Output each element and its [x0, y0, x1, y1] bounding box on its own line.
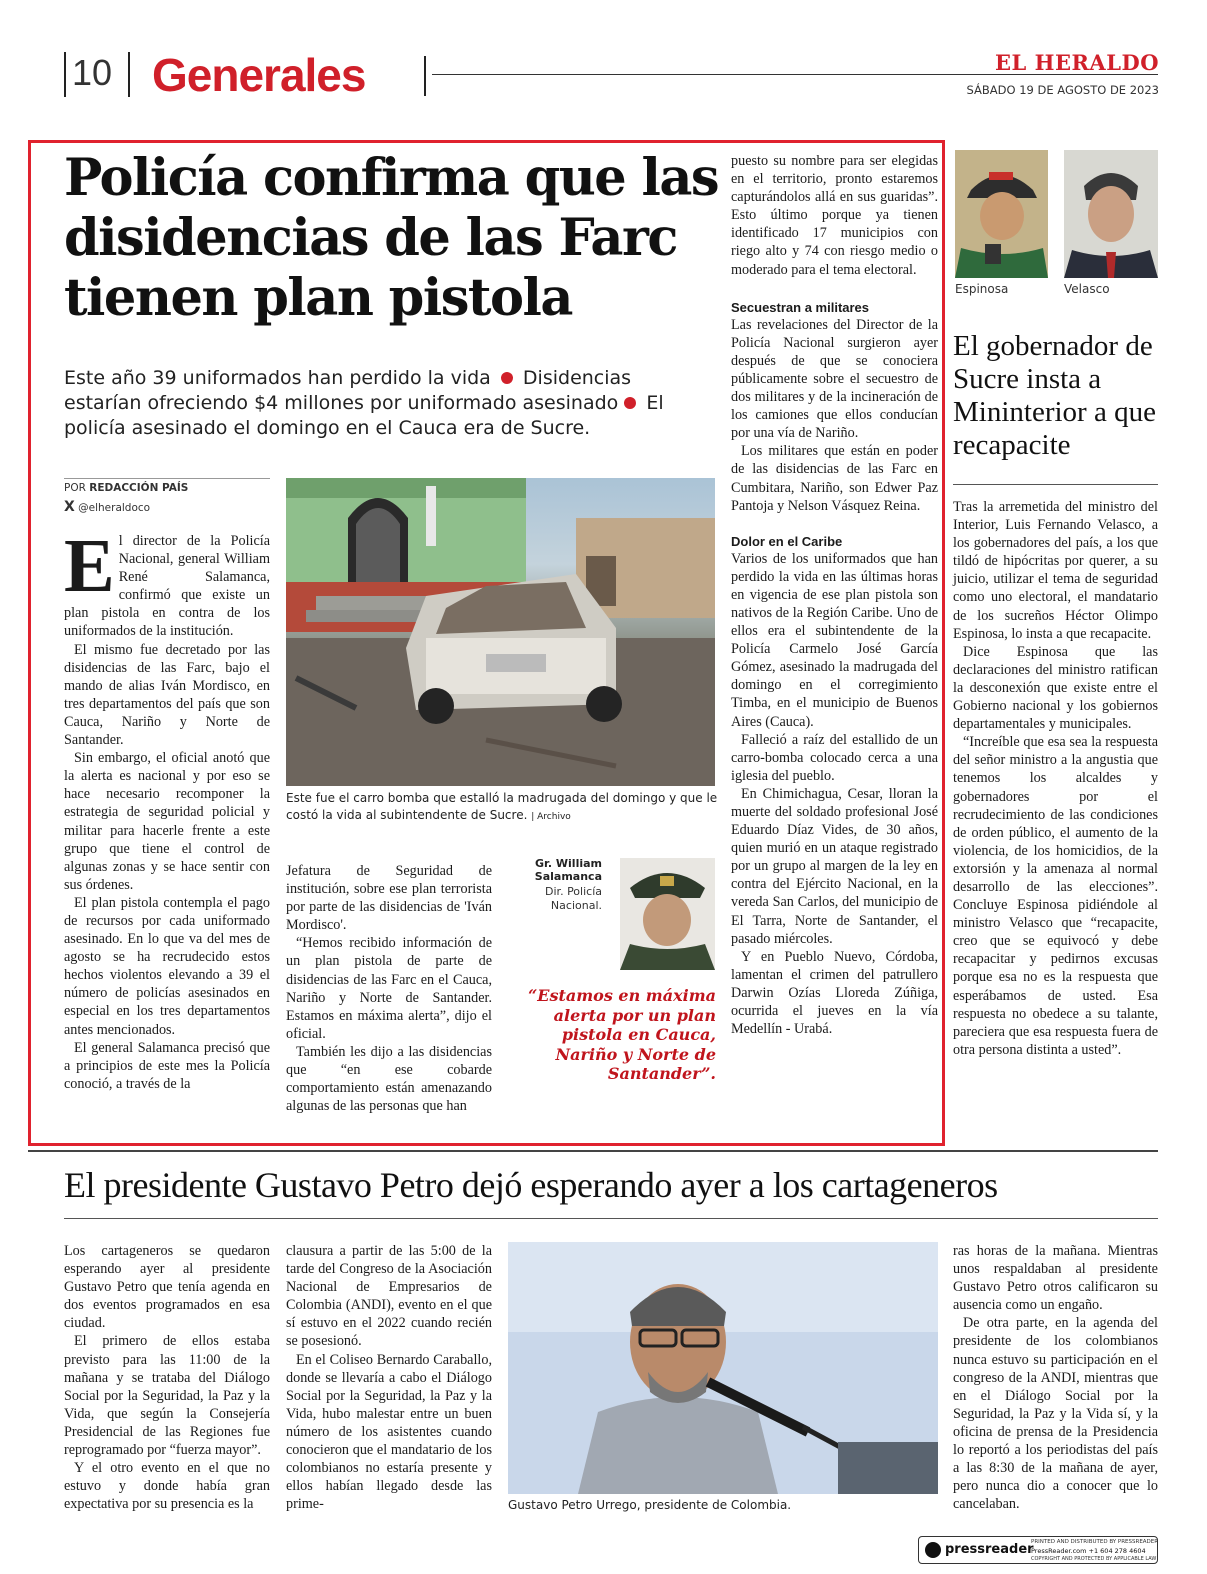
- bottom-column-1: [64, 1242, 270, 1513]
- paragraph: “Hemos recibido información de un plan pistola de parte de disidencias de las Farc en el Cauca, Nariño y Norte de Santander. Estamos en máxima alerta”, dijo el oficial.: [286, 935, 492, 1042]
- bottom-headline-rule: [64, 1218, 1158, 1219]
- salamanca-illustration: [620, 858, 715, 970]
- subhead-dolor: Dolor en el Caribe: [731, 533, 843, 549]
- espinosa-caption: Espinosa: [955, 282, 1009, 296]
- paragraph: En el Coliseo Bernardo Caraballo, donde se llevaría a cabo el Diálogo Social por la Seguridad, la Paz y la Vida, hubo malestar entre un buen número de los asistentes cuando conocieron que el mandatario de los colombianos no estaría presente y ellos habían llegado desde las prime-: [286, 1351, 492, 1513]
- bullet-dot-icon: [624, 397, 636, 409]
- social-handle-text: @elheraldoco: [78, 502, 151, 514]
- bottom-headline: El presidente Gustavo Petro dejó esperando ayer a los cartageneros: [64, 1165, 998, 1205]
- paragraph: l director de la Policía Nacional, general William René Salamanca, confirmó que existe un plan pistola en contra de los uniformados de la institución.: [64, 533, 270, 640]
- velasco-illustration: [1064, 150, 1158, 278]
- byline-rule: [64, 478, 270, 479]
- pressreader-brand: pressreader: [945, 1542, 1034, 1557]
- portrait-name: Gr. William Salamanca: [534, 857, 602, 883]
- car-bomb-illustration: [286, 478, 715, 786]
- paragraph: El general Salamanca precisó que a principios de este mes la Policía conoció, a través de la: [64, 1039, 270, 1092]
- paragraph: De otra parte, en la agenda del presidente de los colombianos nunca estuvo su participación en el congreso de la ANDI, mientras que en el Diálogo Social por la Seguridad, la Paz y la Vida sí, y la oficina de prensa de la Presidencia lo reportó a los periodistas del país a las 8:30 de la mañana de ayer, pero nunca dio a conocer que lo cancelaban.: [953, 1315, 1158, 1513]
- paragraph: puesto su nombre para ser elegidas en el territorio, pronto estaremos capturándolos allá en sus guaridas”. Esto último porque ya tienen identificado 17 municipios con riego alto y 74 con riesgo medio o moderado para el tema electoral.: [731, 153, 938, 278]
- velasco-caption: Velasco: [1064, 282, 1110, 296]
- bullet-dot-icon: [501, 372, 513, 384]
- pressreader-line2: PressReader.com +1 604 278 4604: [1031, 1547, 1146, 1555]
- side-headline: El gobernador de Sucre insta a Mininterior a que recapacite: [953, 330, 1156, 461]
- section-title: Generales: [152, 49, 366, 101]
- portrait-role: Dir. Policía Nacional.: [545, 885, 602, 912]
- bottom-top-rule: [28, 1150, 1158, 1152]
- velasco-photo: [1064, 150, 1158, 278]
- pressreader-line1: PRINTED AND DISTRIBUTED BY PRESSREADER: [1031, 1539, 1159, 1545]
- paragraph: Jefatura de Seguridad de institución, sobre ese plan terrorista por parte de las disidencias de 'Iván Mordisco'.: [286, 863, 492, 934]
- paragraph: Y el otro evento en el que no estuvo y donde había gran expectativa por su presencia es la: [64, 1460, 270, 1513]
- header-rule-left: [64, 52, 66, 97]
- paragraph: Varios de los uniformados que han perdido la vida en las últimas horas en vigencia de ese plan pistola son nativos de la Región Caribe. Uno de ellos era el subintendente de la Policía Carmelo José García Gómez, asesinado la madrugada del domingo en el corregimiento Timba, en el municipio de Buenos Aires (Cauca).: [731, 550, 938, 730]
- byline: [64, 482, 188, 494]
- paragraph: Tras la arremetida del ministro del Interior, Luis Fernando Velasco, a los gobernadores del país, a los que tildó de hipócritas por querer, a su juicio, utilizar el tema de seguridad como uno electoral, el mandatario de los sucreños Héctor Olimpo Espinosa, lo insta a que recapacite.: [953, 499, 1158, 642]
- pull-quote: “Estamos en máxima alerta por un plan pistola en Cauca, Nariño y Norte de Santander”.: [528, 986, 716, 1083]
- page-header: [0, 0, 1207, 110]
- espinosa-illustration: [955, 150, 1048, 278]
- petro-caption: Gustavo Petro Urrego, presidente de Colombia.: [508, 1498, 792, 1512]
- petro-photo: [508, 1242, 938, 1494]
- paragraph: El primero de ellos estaba previsto para las 11:00 de la mañana y se trataba del Diálogo Social por la Seguridad, la Paz y la Vida, que según la Consejería Presidencial de las Regiones fue reprogramado por “fuerza mayor”.: [64, 1333, 270, 1459]
- side-headline-rule: [953, 484, 1158, 485]
- publication-date: SÁBADO 19 DE AGOSTO DE 2023: [966, 83, 1159, 97]
- paragraph: Los militares que están en poder de las disidencias de las Farc en Cumbitara, Nariño, son Edwer Paz Pantoja y Nelson Vásquez Reina.: [731, 443, 938, 514]
- header-rule-mid: [128, 52, 130, 97]
- caption-text: Este fue el carro bomba que estalló la madrugada del domingo y que le costó la vida al subintendente de Sucre.: [286, 791, 718, 822]
- paragraph: Dice Espinosa que las declaraciones del ministro ratifican la desconexión que existe entre el Gobierno nacional y los gobiernos departamentales y municipales.: [953, 643, 1158, 733]
- paragraph: ras horas de la mañana. Mientras unos respaldaban al presidente Gustavo Petro otros calificaron su ausencia como un engaño.: [953, 1243, 1158, 1314]
- car-bomb-caption: [286, 790, 718, 826]
- lead-column-2: [286, 862, 492, 1115]
- espinosa-photo: [955, 150, 1048, 278]
- subhead-secuestran: Secuestran a militares: [731, 299, 870, 315]
- page-number: 10: [72, 52, 113, 93]
- paragraph: El mismo fue decretado por las disidencias de las Farc, bajo el mando de alias Iván Mordisco, en tres departamentos del país que son Cauca, Nariño y Norte de Santander.: [64, 641, 270, 749]
- side-body: [953, 498, 1158, 1059]
- paragraph: clausura a partir de las 5:00 de la tarde del Congreso de la Asociación Nacional de Empresarios de Colombia (ANDI), evento en el que sí estuvo en el 2022 cuando recién se posesionó.: [286, 1243, 492, 1350]
- paragraph: El plan pistola contempla el pago de recursos por cada uniformado asesinado. En lo que va del mes de agosto se ha recrudecido estos hechos violentos elevando a 39 el número de policías asesinados en especial en los tres departamentos antes mencionados.: [64, 894, 270, 1038]
- paragraph: Falleció a raíz del estallido de un carro-bomba colocado cerca a una iglesia del pueblo.: [731, 731, 938, 784]
- paragraph: Las revelaciones del Director de la Policía Nacional surgieron ayer después de que se conociera públicamente sobre el secuestro de dos militares y de la incineración de los camiones que ellos conducían por una vía de Nariño.: [731, 316, 938, 442]
- lead-column-3: [731, 152, 938, 1038]
- pressreader-logo-icon: [925, 1542, 941, 1558]
- car-bomb-photo: [286, 478, 715, 786]
- salamanca-portrait: [620, 858, 715, 970]
- petro-illustration: [508, 1242, 938, 1494]
- paragraph: En Chimichagua, Cesar, lloran la muerte del soldado profesional José Eduardo Díaz Vides, de 30 años, quien murió en un ataque registrado por un grupo al margen de la ley en contra del Ejército Nacional, en la vereda San Carlos, del municipio de El Tarra, Norte de Santander, el pasado miércoles.: [731, 785, 938, 947]
- pressreader-line3: COPYRIGHT AND PROTECTED BY APPLICABLE LAW: [1031, 1556, 1157, 1562]
- paragraph: Y en Pueblo Nuevo, Córdoba, lamentan el crimen del patrullero Darwin Ozías Lloreda Zúñiga, ocurrida el jueves en la vía Medellín - Urabá.: [731, 948, 938, 1038]
- summary-item-1: Este año 39 uniformados han perdido la vida: [64, 367, 491, 389]
- brand-logo: EL HERALDO: [995, 50, 1159, 75]
- bottom-column-2: [286, 1242, 492, 1513]
- lead-summary: [64, 366, 714, 441]
- summary-item-2: Disidencias estarían ofreciendo $4 millones por uniformado asesinado: [64, 367, 632, 414]
- header-rule-right: [424, 56, 426, 96]
- paragraph: Los cartageneros se quedaron esperando ayer al presidente Gustavo Petro que tenía agenda en dos eventos programados en esa ciudad.: [64, 1243, 270, 1332]
- dropcap: E: [64, 524, 115, 608]
- lead-column-1: [64, 524, 270, 1093]
- lead-headline: Policía confirma que las disidencias de las Farc tienen plan pistola: [64, 148, 719, 328]
- paragraph: “Increíble que esa sea la respuesta del señor ministro a la angustia que tenemos los alcaldes y gobernadores por el recrudecimiento de las condiciones de orden público, el aumento de la violencia, de los homicidios, de la extorsión y la amenaza al normal desarrollo de las elecciones”. Concluye Espinosa pidiéndole al ministro Velasco que “recapacite, creo que se equivocó y debe recapacitar y pedirnos excusas porque esa no es la respuesta que esperábamos de usted. Esa respuesta no obedece a su talante, pareciera que esa respuesta fuera de otra persona distinta a usted”.: [953, 734, 1158, 1058]
- summary-item-3: El policía asesinado el domingo en el Cauca era de Sucre.: [64, 392, 664, 439]
- byline-prefix: POR: [64, 482, 86, 494]
- photo-credit: | Archivo: [531, 812, 571, 822]
- bottom-column-3: [953, 1242, 1158, 1513]
- pressreader-badge[interactable]: [918, 1536, 1158, 1564]
- x-logo-icon: X: [64, 499, 75, 515]
- byline-author: REDACCIÓN PAÍS: [89, 482, 189, 494]
- paragraph: Sin embargo, el oficial anotó que la alerta es nacional y por eso se hace necesario recomponer la estrategia de seguridad policial y militar para hacerle frente a este grupo que tiene el control de algunas zonas y se hace sentir con sus órdenes.: [64, 750, 270, 893]
- social-handle[interactable]: [64, 499, 150, 515]
- paragraph: También les dijo a las disidencias que “en ese cobarde comportamiento están amenazando algunas de las personas que han: [286, 1043, 492, 1115]
